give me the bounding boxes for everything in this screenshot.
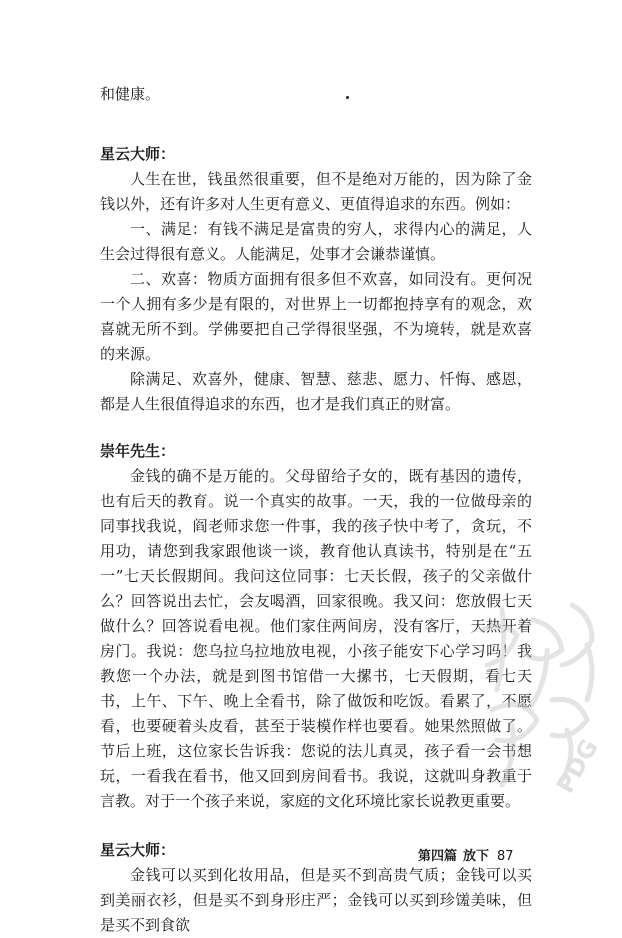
paragraph: 除满足、欢喜外，健康、智慧、慈悲、愿力、忏悔、感恩，都是人生很值得追求的东西，也才是我们真正的财富。 [100, 370, 532, 413]
speaker-heading: 崇年先生： [100, 442, 176, 460]
page-number: 87 [497, 849, 514, 864]
page-footer [418, 845, 514, 864]
speaker-heading: 星云大师： [100, 841, 176, 859]
continuation-line: 和健康。 [100, 85, 161, 103]
paragraph: 金钱可以买到化妆用品，但是买不到高贵气质；金钱可以买到美丽衣衫，但是买不到身形庄严；金钱可以买到珍馐美味，但是买不到食欲 [100, 866, 532, 934]
paragraph: 一、满足：有钱不满足是富贵的穷人，求得内心的满足，人生会过得很有意义。人能满足，处事才会谦恭谨慎。 [100, 220, 532, 263]
paragraph: 人生在世，钱虽然很重要，但不是绝对万能的，因为除了金钱以外，还有许多对人生更有意义、更值得追求的东西。例如： [100, 170, 532, 213]
watermark-text: PDG [550, 734, 604, 798]
footer-part: 第四篇 [418, 849, 458, 864]
speaker-heading: 星云大师： [100, 145, 176, 163]
watermark-stamp [452, 590, 622, 840]
footer-title: 放下 [463, 849, 490, 864]
paragraph: 金钱的确不是万能的。父母留给子女的，既有基因的遗传，也有后天的教育。说一个真实的故事。一天，我的一位做母亲的同事找我说，阎老师求您一件事，我的孩子快中考了，贪玩，不用功，请您到我家跟他谈一谈，教育他认真读书，特别是在“五一”七天长假期间。我问这位同事：七天长假，孩子的父亲做什么？回答说出去忙，会友喝酒，回家很晚。我又问：您放假七天做什么？回答说看电视。他们家住两间房，没有客厅，天热开着房门。我说：您乌拉乌拉地放电视，小孩子能安下心学习吗！我教您一个办法，就是到图书馆借一大摞书，七天假期，看七天书，上午、下午、晚上全看书，除了做饭和吃饭。看累了，不愿看，也要硬着头皮看，甚至于装模作样也要看。她果然照做了。节后上班，这位家长告诉我：您说的法儿真灵，孩子看一会书想玩，一看我在看书，他又回到房间看书。我说，这就叫身教重于言教。对于一个孩子来说，家庭的文化环境比家长说教更重要。 [100, 467, 532, 810]
paragraph: 二、欢喜：物质方面拥有很多但不欢喜，如同没有。更何况一个人拥有多少是有限的，对世界上一切都抱持享有的观念，欢喜就无所不到。学佛要把自己学得很坚强，不为境转，就是欢喜的来源。 [100, 270, 532, 363]
